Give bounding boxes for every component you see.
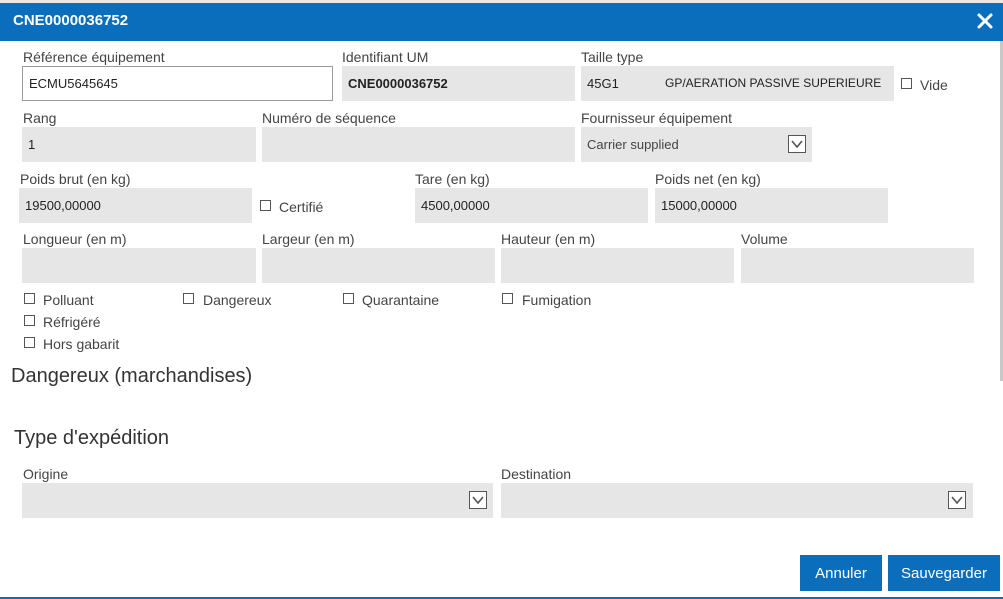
refrigere-checkbox[interactable]: [24, 315, 35, 326]
type-expedition-heading: Type d'expédition: [14, 427, 170, 449]
fournisseur-equipement-select[interactable]: [581, 127, 812, 162]
numero-sequence-label: Numéro de séquence: [262, 110, 396, 126]
fournisseur-equipement-value: Carrier supplied: [587, 137, 679, 152]
polluant-label: Polluant: [43, 292, 94, 308]
volume-label: Volume: [741, 231, 788, 247]
identifiant-um-field: CNE0000036752: [342, 66, 575, 101]
certifie-checkbox[interactable]: [260, 200, 271, 211]
hors-gabarit-checkbox[interactable]: [24, 337, 35, 348]
close-icon[interactable]: [975, 10, 995, 32]
fumigation-checkbox[interactable]: [502, 293, 513, 304]
vide-label: Vide: [920, 77, 948, 93]
cancel-button[interactable]: Annuler: [800, 555, 882, 591]
chevron-down-icon[interactable]: [469, 491, 487, 509]
destination-label: Destination: [501, 466, 572, 482]
tare-label: Tare (en kg): [415, 171, 490, 187]
dialog-titlebar: [0, 3, 1003, 41]
vide-checkbox[interactable]: [901, 78, 912, 89]
poids-net-label: Poids net (en kg): [655, 171, 761, 187]
rang-field[interactable]: 1: [22, 127, 256, 162]
dangereux-label: Dangereux: [203, 292, 272, 308]
dangereux-marchandises-heading: Dangereux (marchandises): [11, 365, 253, 387]
taille-type-description: GP/AERATION PASSIVE SUPERIEURE: [665, 76, 882, 90]
tare-field[interactable]: 4500,00000: [415, 188, 648, 223]
quarantaine-label: Quarantaine: [362, 292, 440, 308]
poids-net-field[interactable]: 15000,00000: [655, 188, 888, 223]
longueur-field[interactable]: [22, 248, 256, 283]
numero-sequence-field[interactable]: [262, 127, 575, 162]
fournisseur-equipement-label: Fournisseur équipement: [581, 110, 732, 126]
volume-field[interactable]: [741, 248, 974, 283]
poids-brut-label: Poids brut (en kg): [20, 171, 131, 187]
reference-equipement-input[interactable]: ECMU5645645: [22, 66, 333, 101]
reference-equipement-label: Référence équipement: [23, 49, 165, 65]
refrigere-label: Réfrigéré: [43, 314, 101, 330]
longueur-label: Longueur (en m): [23, 231, 127, 247]
poids-brut-field[interactable]: 19500,00000: [19, 188, 252, 223]
origine-select[interactable]: [22, 483, 493, 518]
polluant-checkbox[interactable]: [24, 293, 35, 304]
chevron-down-icon[interactable]: [788, 135, 806, 153]
dangereux-checkbox[interactable]: [183, 293, 194, 304]
hauteur-field[interactable]: [501, 248, 734, 283]
destination-select[interactable]: [501, 483, 973, 518]
taille-type-code: 45G1: [587, 76, 619, 91]
hors-gabarit-label: Hors gabarit: [43, 336, 120, 352]
largeur-field[interactable]: [262, 248, 495, 283]
taille-type-field[interactable]: [581, 66, 894, 101]
hauteur-label: Hauteur (en m): [501, 231, 596, 247]
chevron-down-icon[interactable]: [948, 491, 966, 509]
fumigation-label: Fumigation: [522, 292, 592, 308]
save-button[interactable]: Sauvegarder: [888, 555, 1000, 591]
identifiant-um-label: Identifiant UM: [342, 49, 429, 65]
certifie-label: Certifié: [279, 199, 324, 215]
origine-label: Origine: [23, 466, 69, 482]
largeur-label: Largeur (en m): [262, 231, 355, 247]
quarantaine-checkbox[interactable]: [343, 293, 354, 304]
rang-label: Rang: [23, 110, 57, 126]
taille-type-label: Taille type: [581, 49, 644, 65]
dialog-title: CNE0000036752: [13, 12, 129, 29]
